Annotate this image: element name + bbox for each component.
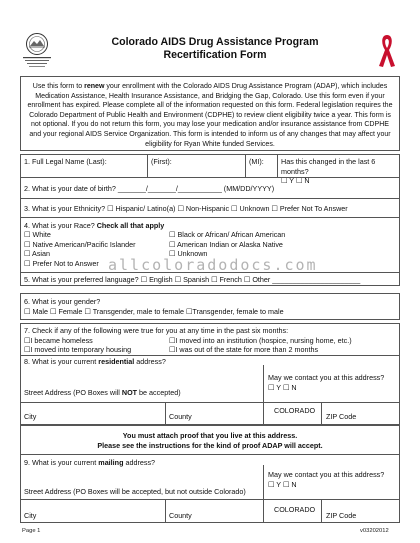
intro-text-start: Use this form to bbox=[32, 83, 85, 90]
mailing-street-label: Street Address (PO Boxes will be accepted, but not outside Colorado) bbox=[24, 487, 246, 496]
temporary-housing-checkbox[interactable]: ☐I moved into temporary housing bbox=[24, 345, 132, 354]
name-changed-checkboxes[interactable]: ☐ Y ☐ N bbox=[281, 176, 310, 186]
mailing-contact-question: May we contact you at this address? bbox=[268, 470, 385, 479]
mailing-state-field bbox=[263, 500, 321, 523]
residential-zip-label: ZIP Code bbox=[326, 412, 357, 421]
mailing-label-text: 9. What is your current bbox=[24, 458, 99, 467]
middle-initial-label: (MI): bbox=[249, 157, 264, 166]
out-of-state-checkbox[interactable]: ☐I was out of the state for more than 2 months bbox=[169, 345, 319, 354]
mailing-zip-label: ZIP Code bbox=[326, 511, 357, 520]
cdphe-seal-icon bbox=[20, 32, 54, 70]
residential-city-row bbox=[21, 402, 399, 425]
first-name-field[interactable] bbox=[147, 155, 245, 177]
residential-state-field bbox=[263, 403, 321, 425]
residential-label-rest: address? bbox=[134, 357, 166, 366]
residential-contact-cell bbox=[263, 365, 399, 402]
intro-text-rest: your enrollment with the Colorado AIDS Drug Assistance Program (ADAP), which includes Medication Assistance, Health Insurance Assistance, and Bridging the Gap, Colorado. Use this form even if your enrollment has expired. Please complete all of the information requested on this form. Federal legislation requires the Colorado Department of Public Health and Environment (CDPHE) to review client eligibility twice a year. This form is not optional. If you do not return this form, you may lose your medication and/or insurance assistance from CDPHE and your regional AIDS Service Organization. This form is intended to inform us of any changes that may affect your eligibility for Ryan White funded Services. bbox=[27, 83, 393, 148]
mailing-city-row bbox=[21, 499, 399, 523]
title-line-1: Colorado AIDS Drug Assistance Program bbox=[111, 36, 319, 48]
mailing-city-field[interactable] bbox=[21, 500, 165, 523]
form-header bbox=[20, 32, 400, 74]
residential-contact-checkboxes[interactable]: ☐ Y ☐ N bbox=[268, 383, 297, 392]
mailing-address-block bbox=[20, 454, 400, 523]
residential-county-label: County bbox=[169, 412, 192, 421]
proof-notice-line-2: Please see the instructions for the kind of proof ADAP will accept. bbox=[97, 440, 323, 450]
residential-street-rest: be accepted) bbox=[137, 388, 181, 397]
race-unknown-checkbox[interactable]: ☐ Unknown bbox=[169, 249, 208, 258]
last-name-field[interactable] bbox=[21, 155, 147, 177]
mailing-contact-cell bbox=[263, 465, 399, 499]
watermark: allcoloradodocs.com bbox=[108, 256, 318, 274]
page-number: Page 1 bbox=[22, 528, 41, 534]
mailing-zip-field[interactable] bbox=[321, 500, 399, 523]
name-changed-cell bbox=[277, 155, 399, 186]
last-name-label: 1. Full Legal Name (Last): bbox=[24, 157, 107, 166]
residential-street-label bbox=[24, 388, 181, 398]
mailing-city-label: City bbox=[24, 511, 37, 520]
race-check-all-bold: Check all that apply bbox=[96, 221, 165, 230]
mailing-state-value: COLORADO bbox=[274, 505, 316, 514]
ethnicity-label: 3. What is your Ethnicity? ☐ Hispanic/ Latino(a) ☐ Non-Hispanic ☐ Unknown ☐ Prefer Not To Answer bbox=[24, 204, 348, 213]
race-black-checkbox[interactable]: ☐ Black or African/ African American bbox=[169, 230, 286, 239]
form-version: v03202012 bbox=[360, 528, 389, 534]
residential-bold: residential bbox=[98, 357, 135, 366]
race-american-indian-checkbox[interactable]: ☐ American Indian or Alaska Native bbox=[169, 239, 283, 249]
gender-row bbox=[20, 293, 400, 320]
intro-renew-bold: renew bbox=[84, 83, 105, 90]
housing-changes-label: 7. Check if any of the following were true for you at any time in the past six months: bbox=[24, 326, 289, 335]
residential-county-field[interactable] bbox=[165, 403, 263, 425]
residential-zip-field[interactable] bbox=[321, 403, 399, 425]
ethnicity-row[interactable] bbox=[20, 198, 400, 218]
residential-contact-question: May we contact you at this address? bbox=[268, 373, 385, 382]
gender-label: 6. What is your gender? bbox=[24, 297, 101, 306]
language-row[interactable] bbox=[20, 272, 400, 286]
residential-street-not-bold: NOT bbox=[121, 388, 138, 397]
mailing-county-label: County bbox=[169, 511, 192, 520]
homeless-checkbox[interactable]: ☐I became homeless bbox=[24, 335, 93, 345]
race-asian-checkbox[interactable]: ☐ Asian bbox=[24, 249, 51, 258]
residential-city-field[interactable] bbox=[21, 403, 165, 425]
mailing-contact-checkboxes[interactable]: ☐ Y ☐ N bbox=[268, 480, 297, 489]
residential-street-text: Street Address (PO Boxes will bbox=[24, 388, 122, 397]
residential-city-label: City bbox=[24, 412, 37, 421]
mailing-county-field[interactable] bbox=[165, 500, 263, 523]
race-prefer-not-checkbox[interactable]: ☐ Prefer Not to Answer bbox=[24, 258, 99, 268]
proof-notice bbox=[20, 425, 400, 455]
middle-initial-field[interactable] bbox=[245, 155, 277, 177]
form-title bbox=[60, 36, 370, 62]
residential-state-value: COLORADO bbox=[274, 406, 316, 415]
dob-label: 2. What is your date of birth? _______/_______/___________ (MM/DD/YYYY) bbox=[24, 184, 275, 193]
intro-paragraph bbox=[20, 76, 400, 151]
mailing-street-field[interactable] bbox=[21, 455, 263, 499]
mailing-bold: mailing bbox=[98, 458, 124, 467]
language-label: 5. What is your preferred language? ☐ English ☐ Spanish ☐ French ☐ Other ______________________ bbox=[24, 274, 361, 284]
name-row bbox=[20, 154, 400, 186]
dob-row[interactable] bbox=[20, 177, 400, 199]
residential-address-block bbox=[20, 355, 400, 425]
gender-checkboxes[interactable]: ☐ Male ☐ Female ☐ Transgender, male to female ☐Transgender, female to male bbox=[24, 307, 284, 316]
red-ribbon-icon bbox=[376, 32, 398, 70]
name-changed-question: Has this changed in the last 6 months? bbox=[281, 157, 376, 176]
proof-notice-line-1: You must attach proof that you live at this address. bbox=[122, 431, 298, 440]
race-label-text: 4. What is your Race? bbox=[24, 221, 97, 230]
race-white-checkbox[interactable]: ☐ White bbox=[24, 230, 51, 239]
residential-street-field[interactable] bbox=[21, 356, 263, 402]
title-line-2: Recertification Form bbox=[163, 49, 267, 61]
residential-label-text: 8. What is your current bbox=[24, 357, 99, 366]
race-pacific-islander-checkbox[interactable]: ☐ Native American/Pacific Islander bbox=[24, 239, 136, 249]
housing-changes-row bbox=[20, 323, 400, 356]
mailing-label-rest: address? bbox=[123, 458, 156, 467]
institution-checkbox[interactable]: ☐I moved into an institution (hospice, nursing home, etc.) bbox=[169, 335, 352, 345]
first-name-label: (First): bbox=[151, 157, 172, 166]
